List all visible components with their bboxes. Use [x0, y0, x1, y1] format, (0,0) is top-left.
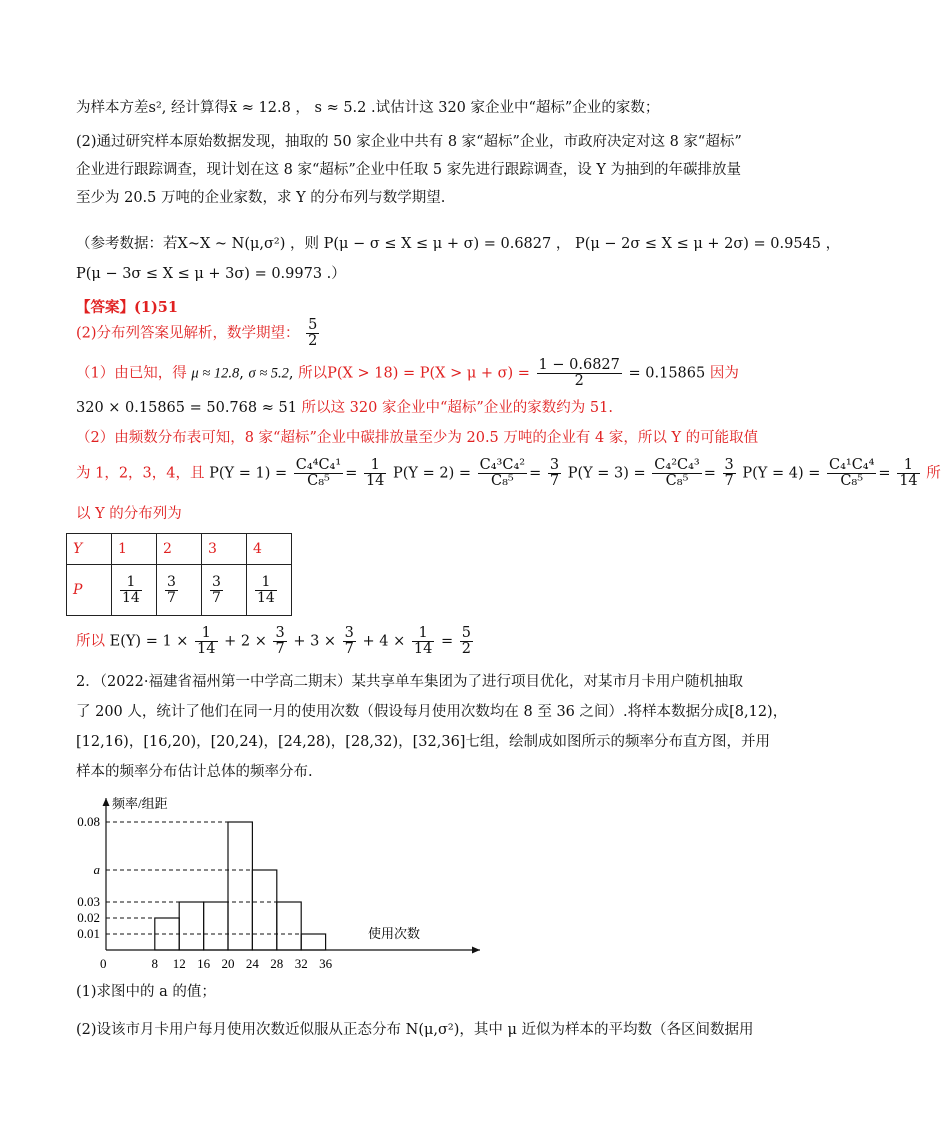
- intro-line-3: 企业进行跟踪调查，现计划在这 8 家“超标”企业中任取 5 家先进行跟踪调查，设 Y 为抽到的年碳排放量: [76, 162, 741, 178]
- bars: [155, 822, 326, 950]
- frac-num: 3: [212, 573, 221, 590]
- p3-result-fraction: [723, 458, 736, 489]
- sol1-sigma: σ ≈ 5.2: [248, 365, 289, 382]
- p2-label: P(Y = 2) =: [393, 465, 472, 482]
- x-tick-label: 24: [245, 956, 259, 971]
- frac-den: 7: [549, 473, 560, 489]
- intro-line-1: 为样本方差s², 经计算得x̄ ≈ 12.8 ， s ≈ 5.2 .试估计这 320 家企业中“超标”企业的家数；: [76, 100, 660, 116]
- x-tick-label: 20: [221, 956, 235, 971]
- y-tick-label: a: [93, 862, 100, 877]
- frac-num: C₄¹C₄⁴: [828, 457, 875, 473]
- frac-den: 14: [122, 589, 140, 606]
- problem2-line-3: [12,16)，[16,20)，[20,24)，[24,28)，[28,32)，[32,36]七组，绘制成如图所示的频率分布直方图，并用: [76, 734, 770, 750]
- frac-den: 2: [308, 333, 318, 349]
- frac-num: 3: [724, 457, 734, 473]
- exp-fraction-1: [195, 626, 217, 657]
- y-axis-arrow: [103, 798, 110, 806]
- answer-line-2: [76, 318, 321, 349]
- frac-den: 7: [724, 473, 734, 489]
- table-cell: 4: [247, 534, 292, 565]
- frac-num: 1 − 0.6827: [538, 357, 620, 373]
- exp-equals: =: [440, 633, 454, 650]
- frac-den: C₈⁵: [665, 473, 689, 489]
- sol2-calc: 320 × 0.15865 = 50.768 ≈ 51: [76, 400, 297, 416]
- table-cell: 3: [202, 534, 247, 565]
- axes: [103, 798, 481, 954]
- table-cell: [112, 565, 157, 616]
- frac-num: 1: [195, 626, 217, 642]
- answer-part1: (1)51: [134, 299, 178, 316]
- exp-fraction-4: [412, 626, 434, 657]
- p2-comb-fraction: [478, 458, 527, 489]
- frac-num: C₄³C₄²: [479, 457, 526, 473]
- solution-line-1: （1）由已知，得 μ ≈ 12.8, σ ≈ 5.2, 所以P(X > 18) = P(X > μ + σ) = $\frac{1 - 0.6827}{2}$ = 0.15865 因为: [76, 357, 739, 389]
- expectation-line: [76, 626, 475, 657]
- exp-term-2: + 2 ×: [224, 633, 267, 650]
- x-tick-label: 16: [197, 956, 211, 971]
- exp-term-4: + 4 ×: [362, 633, 406, 650]
- solution-line-5: 以 Y 的分布列为: [76, 506, 182, 522]
- exp-fraction-2: [273, 626, 286, 657]
- x-tick-label: 8: [151, 956, 159, 971]
- p1-comb-fraction: [294, 458, 343, 489]
- frac-num: 1: [120, 575, 142, 591]
- table-cell: [202, 565, 247, 616]
- exp-result-fraction: [460, 626, 473, 657]
- histogram-bar: [179, 902, 203, 950]
- table-cell: Y: [67, 534, 112, 565]
- table-cell: [157, 565, 202, 616]
- p3-comb-fraction: [652, 458, 701, 489]
- y-tick-label: 0.02: [77, 910, 100, 925]
- frac-den: 14: [899, 473, 918, 489]
- intro-line-2: (2)通过研究样本原始数据发现，抽取的 50 家企业中共有 8 家“超标”企业，市政府决定对这 8 家“超标”: [76, 134, 742, 150]
- sol4-tail: 所: [926, 465, 941, 482]
- frac-num: C₄⁴C₄¹: [295, 457, 342, 473]
- y-tick-label: 0.08: [77, 814, 100, 829]
- frac-den: C₈⁵: [840, 473, 864, 489]
- histogram-bar: [277, 902, 301, 950]
- sol1-result: = 0.15865: [628, 365, 706, 382]
- distribution-table: [66, 533, 292, 616]
- sol1-fraction: [537, 358, 622, 389]
- intro-line-4: 至少为 20.5 万吨的企业家数，求 Y 的分布列与数学期望.: [76, 190, 446, 206]
- p4-comb-fraction: [827, 458, 876, 489]
- table-row: [67, 565, 292, 616]
- p4-label: P(Y = 4) =: [742, 465, 821, 482]
- frac-num: 1: [412, 626, 434, 642]
- frac-den: 14: [197, 641, 216, 657]
- intro-line-5: （参考数据：若X~X ~ N(μ,σ²) ，则 P(μ − σ ≤ X ≤ μ + σ) = 0.6827 ， P(μ − 2σ ≤ X ≤ μ + 2σ) = 0.9545 ，: [76, 236, 841, 252]
- answer-part2-text: (2)分布列答案见解析，数学期望：: [76, 325, 300, 342]
- frac-num: 3: [275, 625, 285, 641]
- x-tick-label: 32: [294, 956, 308, 971]
- intro-line-6: P(μ − 3σ ≤ X ≤ μ + 3σ) = 0.9973 .）: [76, 266, 346, 282]
- x-tick-label: 12: [172, 956, 186, 971]
- p4-result-fraction: [897, 458, 919, 489]
- expectation-text: 所以: [76, 633, 105, 650]
- frac-den: C₈⁵: [490, 473, 514, 489]
- y-tick-label: 0.01: [77, 926, 100, 941]
- x-axis-arrow: [472, 947, 480, 954]
- frac-den: 14: [413, 641, 433, 657]
- frac-num: C₄²C₄³: [654, 457, 700, 473]
- sol1-mu: μ ≈ 12.8: [191, 365, 240, 382]
- table-cell: 2: [157, 534, 202, 565]
- problem2-line-2: 了 200 人，统计了他们在同一月的使用次数（假设每月使用次数均在 8 至 36 之间）.将样本数据分成[8,12)，: [76, 704, 788, 720]
- table-cell: [247, 565, 292, 616]
- frac-num: 3: [344, 625, 354, 641]
- p3-label: P(Y = 3) =: [567, 465, 646, 482]
- solution-line-4: 为 1，2，3，4，且 P(Y = 1) = $\frac{\text{C₄⁴C₄¹}}{\text{C₈⁵}}$ = $\frac{1}{14}$ P(Y = 2) = $\frac{\text{C₄³C₄²}}{\text{C₈⁵}}$ = $\frac{3}{7}$ P(Y = 3) = $\frac{\text{C₄²C₄³}}{\text{C₈⁵}}$ = $\frac{3}{7}$ P(Y = 4) = $\frac{\text{C₄¹C₄⁴}}{\text{C₈⁵}}$ = $\frac{1}{14}$ 所: [76, 457, 941, 489]
- frac-den: 2: [461, 641, 471, 657]
- expectation-lhs: E(Y) = 1 ×: [109, 633, 189, 650]
- table-cell: P: [67, 565, 112, 616]
- y-axis-title: 频率/组距: [112, 796, 168, 811]
- frac-num: 5: [308, 317, 318, 333]
- frac-den: 7: [212, 589, 221, 606]
- x-axis-title: 使用次数: [368, 926, 421, 941]
- prob-fraction: [165, 575, 178, 606]
- frac-den: 7: [167, 589, 176, 606]
- histogram-bar: [204, 902, 228, 950]
- answer-expectation-fraction: [306, 318, 319, 349]
- sol2-conclusion: 所以这 320 家企业中“超标”企业的家数约为 51.: [301, 400, 613, 416]
- sol1-prob-text: 所以P(X > 18) = P(X > μ + σ) =: [298, 365, 530, 382]
- frac-num: 5: [461, 625, 471, 641]
- problem2-question-2: (2)设该市月卡用户每月使用次数近似服从正态分布 N(μ,σ²)，其中 μ 近似为样本的平均数（各区间数据用: [76, 1022, 754, 1038]
- frac-num: 3: [167, 573, 176, 590]
- solution-line-3: （2）由频数分布表可知，8 家“超标”企业中碳排放量至少为 20.5 万吨的企业有 4 家，所以 Y 的可能取值: [76, 430, 759, 446]
- frac-num: 1: [897, 458, 919, 474]
- answer-line: [76, 298, 178, 318]
- frac-num: 1: [255, 575, 277, 591]
- table-row: [67, 534, 292, 565]
- histogram-bar: [228, 822, 252, 950]
- frac-den: C₈⁵: [307, 473, 330, 489]
- p2-result-fraction: [548, 458, 561, 489]
- prob-fraction: [120, 575, 142, 606]
- frequency-histogram: [70, 790, 490, 975]
- exp-term-3: + 3 ×: [293, 633, 337, 650]
- histogram-bar: [252, 870, 276, 950]
- origin-label: 0: [100, 956, 107, 971]
- problem2-line-4: 样本的频率分布估计总体的频率分布.: [76, 764, 313, 780]
- x-tick-label: 28: [270, 956, 284, 971]
- prob-fraction: [210, 575, 223, 606]
- solution-line-2: [76, 398, 613, 418]
- p1-label: P(Y = 1) =: [209, 465, 288, 482]
- frac-den: 2: [574, 373, 584, 389]
- problem2-question-1: (1)求图中的 a 的值；: [76, 984, 216, 1000]
- frac-den: 14: [257, 589, 275, 606]
- frac-num: 1: [364, 458, 386, 474]
- y-tick-label: 0.03: [77, 894, 100, 909]
- x-tick-label: 36: [319, 956, 333, 971]
- histogram-bar: [301, 934, 325, 950]
- p1-result-fraction: [364, 458, 386, 489]
- frac-den: 7: [275, 641, 285, 657]
- tick-labels: [77, 814, 332, 971]
- table-cell: 1: [112, 534, 157, 565]
- answer-tag: 【答案】: [76, 299, 134, 316]
- sol4-text: 为 1，2，3，4，且: [76, 465, 205, 482]
- frac-den: 14: [365, 473, 385, 489]
- sol1-text: （1）由已知，得: [76, 365, 187, 382]
- problem2-line-1: 2．（2022·福建省福州第一中学高二期末）某共享单车集团为了进行项目优化，对某市月卡用户随机抽取: [76, 674, 743, 690]
- exp-fraction-3: [343, 626, 356, 657]
- frac-den: 7: [344, 641, 354, 657]
- sol1-because: 因为: [709, 365, 739, 382]
- frac-num: 3: [549, 457, 560, 473]
- prob-fraction: [255, 575, 277, 606]
